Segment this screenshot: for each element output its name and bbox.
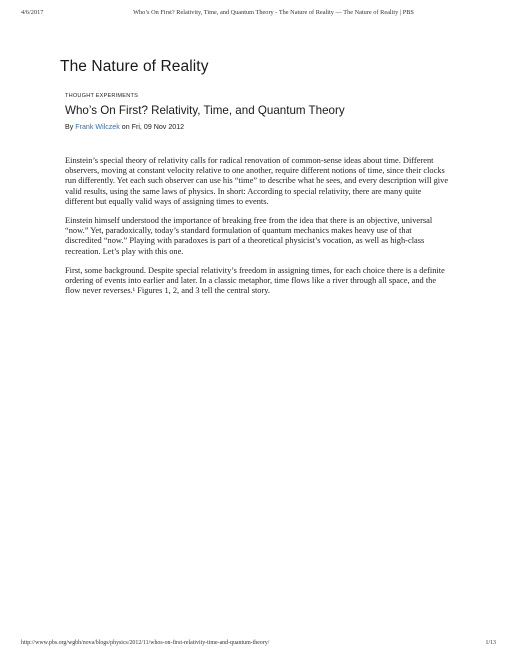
print-url: http://www.pbs.org/wgbh/nova/blogs/physics/2012/11/whos-on-first-relativity-time-and-quantum-theory/ [21,640,270,646]
article-paragraph: Einstein’s special theory of relativity calls for radical renovation of common-sense ideas about time. Different observers, moving at constant velocity relative to one another, require different notions of time, since their clocks run differently. Yet each such observer can use his “time” to describe what he sees, and every description will give valid results, using the same laws of physics. In short: According to special relativity, there are many quite different but equally valid ways of assigning times to events. [65,156,449,206]
print-page-title: Who’s On First? Relativity, Time, and Quantum Theory - The Nature of Reality — The Nature of Reality | PBS [133,9,414,16]
article-byline [65,123,184,131]
site-title[interactable]: The Nature of Reality [60,58,209,75]
print-header [21,9,496,21]
byline-prefix: By [65,123,74,131]
print-footer [21,640,496,650]
article-body [65,156,450,305]
article-title: Who’s On First? Relativity, Time, and Quantum Theory [65,104,345,117]
article-paragraph: First, some background. Despite special relativity’s freedom in assigning times, for each choice there is a definite ordering of events into earlier and later. In a classic metaphor, time flows like a river through all space, and the flow never reverses.¹ Figures 1, 2, and 3 tell the central story. [65,265,445,296]
article-paragraph: Einstein himself understood the importance of breaking free from the idea that there is an objective, universal “now.” Yet, paradoxically, today’s standard formulation of quantum mechanics makes heavy use of that discredited “now.” Playing with paradoxes is part of a theoretical physicist’s vocation, as well as high-class recreation. Let’s play with this one. [65,216,433,256]
article-category[interactable]: THOUGHT EXPERIMENTS [65,93,139,99]
print-date: 4/6/2017 [21,9,44,16]
page-number: 1/13 [485,640,496,646]
byline-date: on Fri, 09 Nov 2012 [121,123,185,131]
author-link[interactable]: Frank Wilczek [75,123,120,131]
